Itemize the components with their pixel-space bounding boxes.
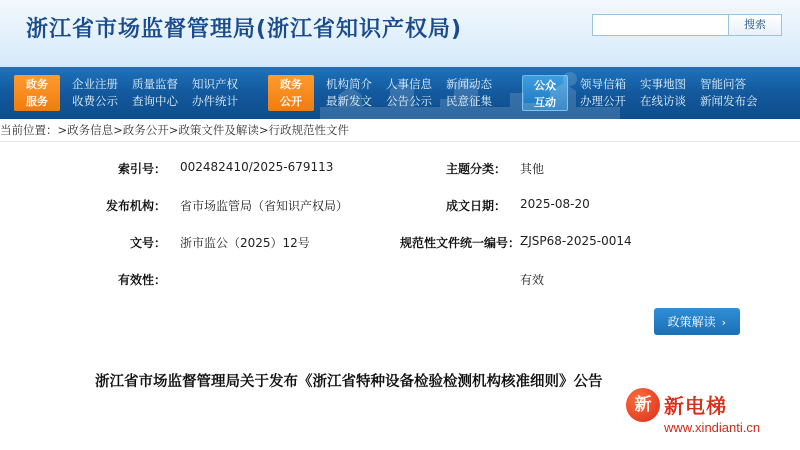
- meta-label: 有效性：: [117, 273, 166, 287]
- nav-block-line1: 政务: [26, 78, 48, 91]
- search-box[interactable]: [592, 14, 782, 36]
- nav-block-zhengwugongkai[interactable]: [268, 75, 314, 111]
- nav-item-jigoujianjie[interactable]: [326, 76, 372, 110]
- nav-item-line1: 实事地图: [640, 77, 686, 91]
- nav-item-line1: 新闻动态: [446, 77, 492, 91]
- meta-label: 发布机构：: [105, 199, 166, 213]
- meta-row: [60, 271, 740, 288]
- nav-block-gongzhonghudong[interactable]: [522, 75, 568, 111]
- nav-item-shishiditu[interactable]: [640, 76, 686, 110]
- policy-interpretation-button[interactable]: [654, 308, 740, 335]
- meta-value: 省市场监管局（省知识产权局）: [180, 199, 349, 213]
- watermark-url: www.xindianti.cn: [664, 420, 761, 435]
- meta-label: 成文日期：: [445, 199, 506, 213]
- nav-item-line2: 办理公开: [580, 94, 626, 108]
- meta-value: 浙市监公（2025）12号: [180, 236, 310, 250]
- watermark-logo-icon: 新: [626, 388, 660, 422]
- nav-item-line2: 查询中心: [132, 94, 178, 108]
- nav-item-xinwendongtai[interactable]: [446, 76, 492, 110]
- nav-item-line1: 企业注册: [72, 77, 118, 91]
- watermark: [626, 388, 794, 444]
- policy-button-label: 政策解读: [667, 315, 716, 329]
- meta-label: 主题分类：: [445, 162, 506, 176]
- meta-value: ZJSP68-2025-0014: [520, 234, 632, 248]
- meta-cell-docnumber: [60, 234, 400, 251]
- page-title: 浙江省市场监督管理局(浙江省知识产权局): [26, 17, 463, 42]
- nav-item-line2: 办件统计: [192, 94, 238, 108]
- site-header: [0, 0, 800, 67]
- meta-value: 有效: [520, 273, 545, 287]
- meta-cell-date: [400, 197, 740, 214]
- nav-block-line1: 政务: [280, 78, 302, 91]
- meta-value: 其他: [520, 162, 545, 176]
- breadcrumb[interactable]: 当前位置：>政务信息>政务公开>政策文件及解读>行政规范性文件: [0, 119, 800, 142]
- nav-item-qiyezhuce[interactable]: [72, 76, 118, 110]
- nav-item-line1: 智能问答: [700, 77, 746, 91]
- nav-block-line2: 互动: [534, 96, 556, 109]
- meta-row: [60, 197, 740, 214]
- nav-item-zhinengwenda[interactable]: [700, 76, 758, 110]
- search-button[interactable]: 搜索: [728, 15, 781, 35]
- watermark-text: 新电梯: [664, 394, 727, 418]
- document-title: 浙江省市场监督管理局关于发布《浙江省特种设备检验检测机构核准细则》公告: [95, 374, 603, 390]
- nav-block-line1: 公众: [534, 79, 556, 92]
- meta-label: [400, 271, 520, 288]
- chevron-right-icon: ›: [721, 316, 726, 329]
- nav-block-line2: 公开: [280, 95, 302, 108]
- policy-button-row: [60, 308, 740, 335]
- nav-item-line2: 民意征集: [446, 94, 492, 108]
- nav-item-line2: 在线访谈: [640, 94, 686, 108]
- meta-cell-index: [60, 160, 400, 177]
- nav-group-openness: [326, 76, 506, 110]
- meta-value: 2025-08-20: [520, 197, 590, 211]
- document-metadata: [60, 160, 740, 288]
- nav-item-line2: 新闻发布会: [700, 94, 758, 108]
- meta-label: 规范性文件统一编号：: [400, 236, 521, 250]
- nav-item-line1: 机构简介: [326, 77, 372, 91]
- nav-item-zhishichanquan[interactable]: [192, 76, 238, 110]
- nav-group-interaction: [580, 76, 772, 110]
- meta-cell-validity-label: [60, 271, 400, 288]
- meta-cell-validity-value: [400, 271, 740, 288]
- meta-cell-issuer: [60, 197, 400, 214]
- nav-item-line2: 收费公示: [72, 94, 118, 108]
- meta-label: 索引号：: [117, 162, 166, 176]
- nav-row: [0, 67, 800, 119]
- meta-cell-category: [400, 160, 740, 177]
- search-input[interactable]: [593, 15, 721, 35]
- nav-item-line1: 质量监督: [132, 77, 178, 91]
- meta-label: 文号：: [129, 236, 166, 250]
- nav-item-line1: 领导信箱: [580, 77, 626, 91]
- nav-item-lingdaoxinxiang[interactable]: [580, 76, 626, 110]
- meta-cell-unified-number: [400, 234, 740, 251]
- meta-value: [180, 271, 400, 288]
- nav-item-line2: 公告公示: [386, 94, 432, 108]
- meta-row: [60, 234, 740, 251]
- nav-item-line1: 知识产权: [192, 77, 238, 91]
- nav-block-line2: 服务: [26, 95, 48, 108]
- meta-row: [60, 160, 740, 177]
- nav-item-zhiliangjiandu[interactable]: [132, 76, 178, 110]
- main-navigation: [0, 67, 800, 119]
- nav-item-line2: 最新发文: [326, 94, 372, 108]
- nav-block-zhengwufuwu[interactable]: [14, 75, 60, 111]
- nav-group-service: [72, 76, 252, 110]
- nav-item-line1: 人事信息: [386, 77, 432, 91]
- meta-value: 002482410/2025-679113: [180, 160, 334, 174]
- nav-item-renshixinxi[interactable]: [386, 76, 432, 110]
